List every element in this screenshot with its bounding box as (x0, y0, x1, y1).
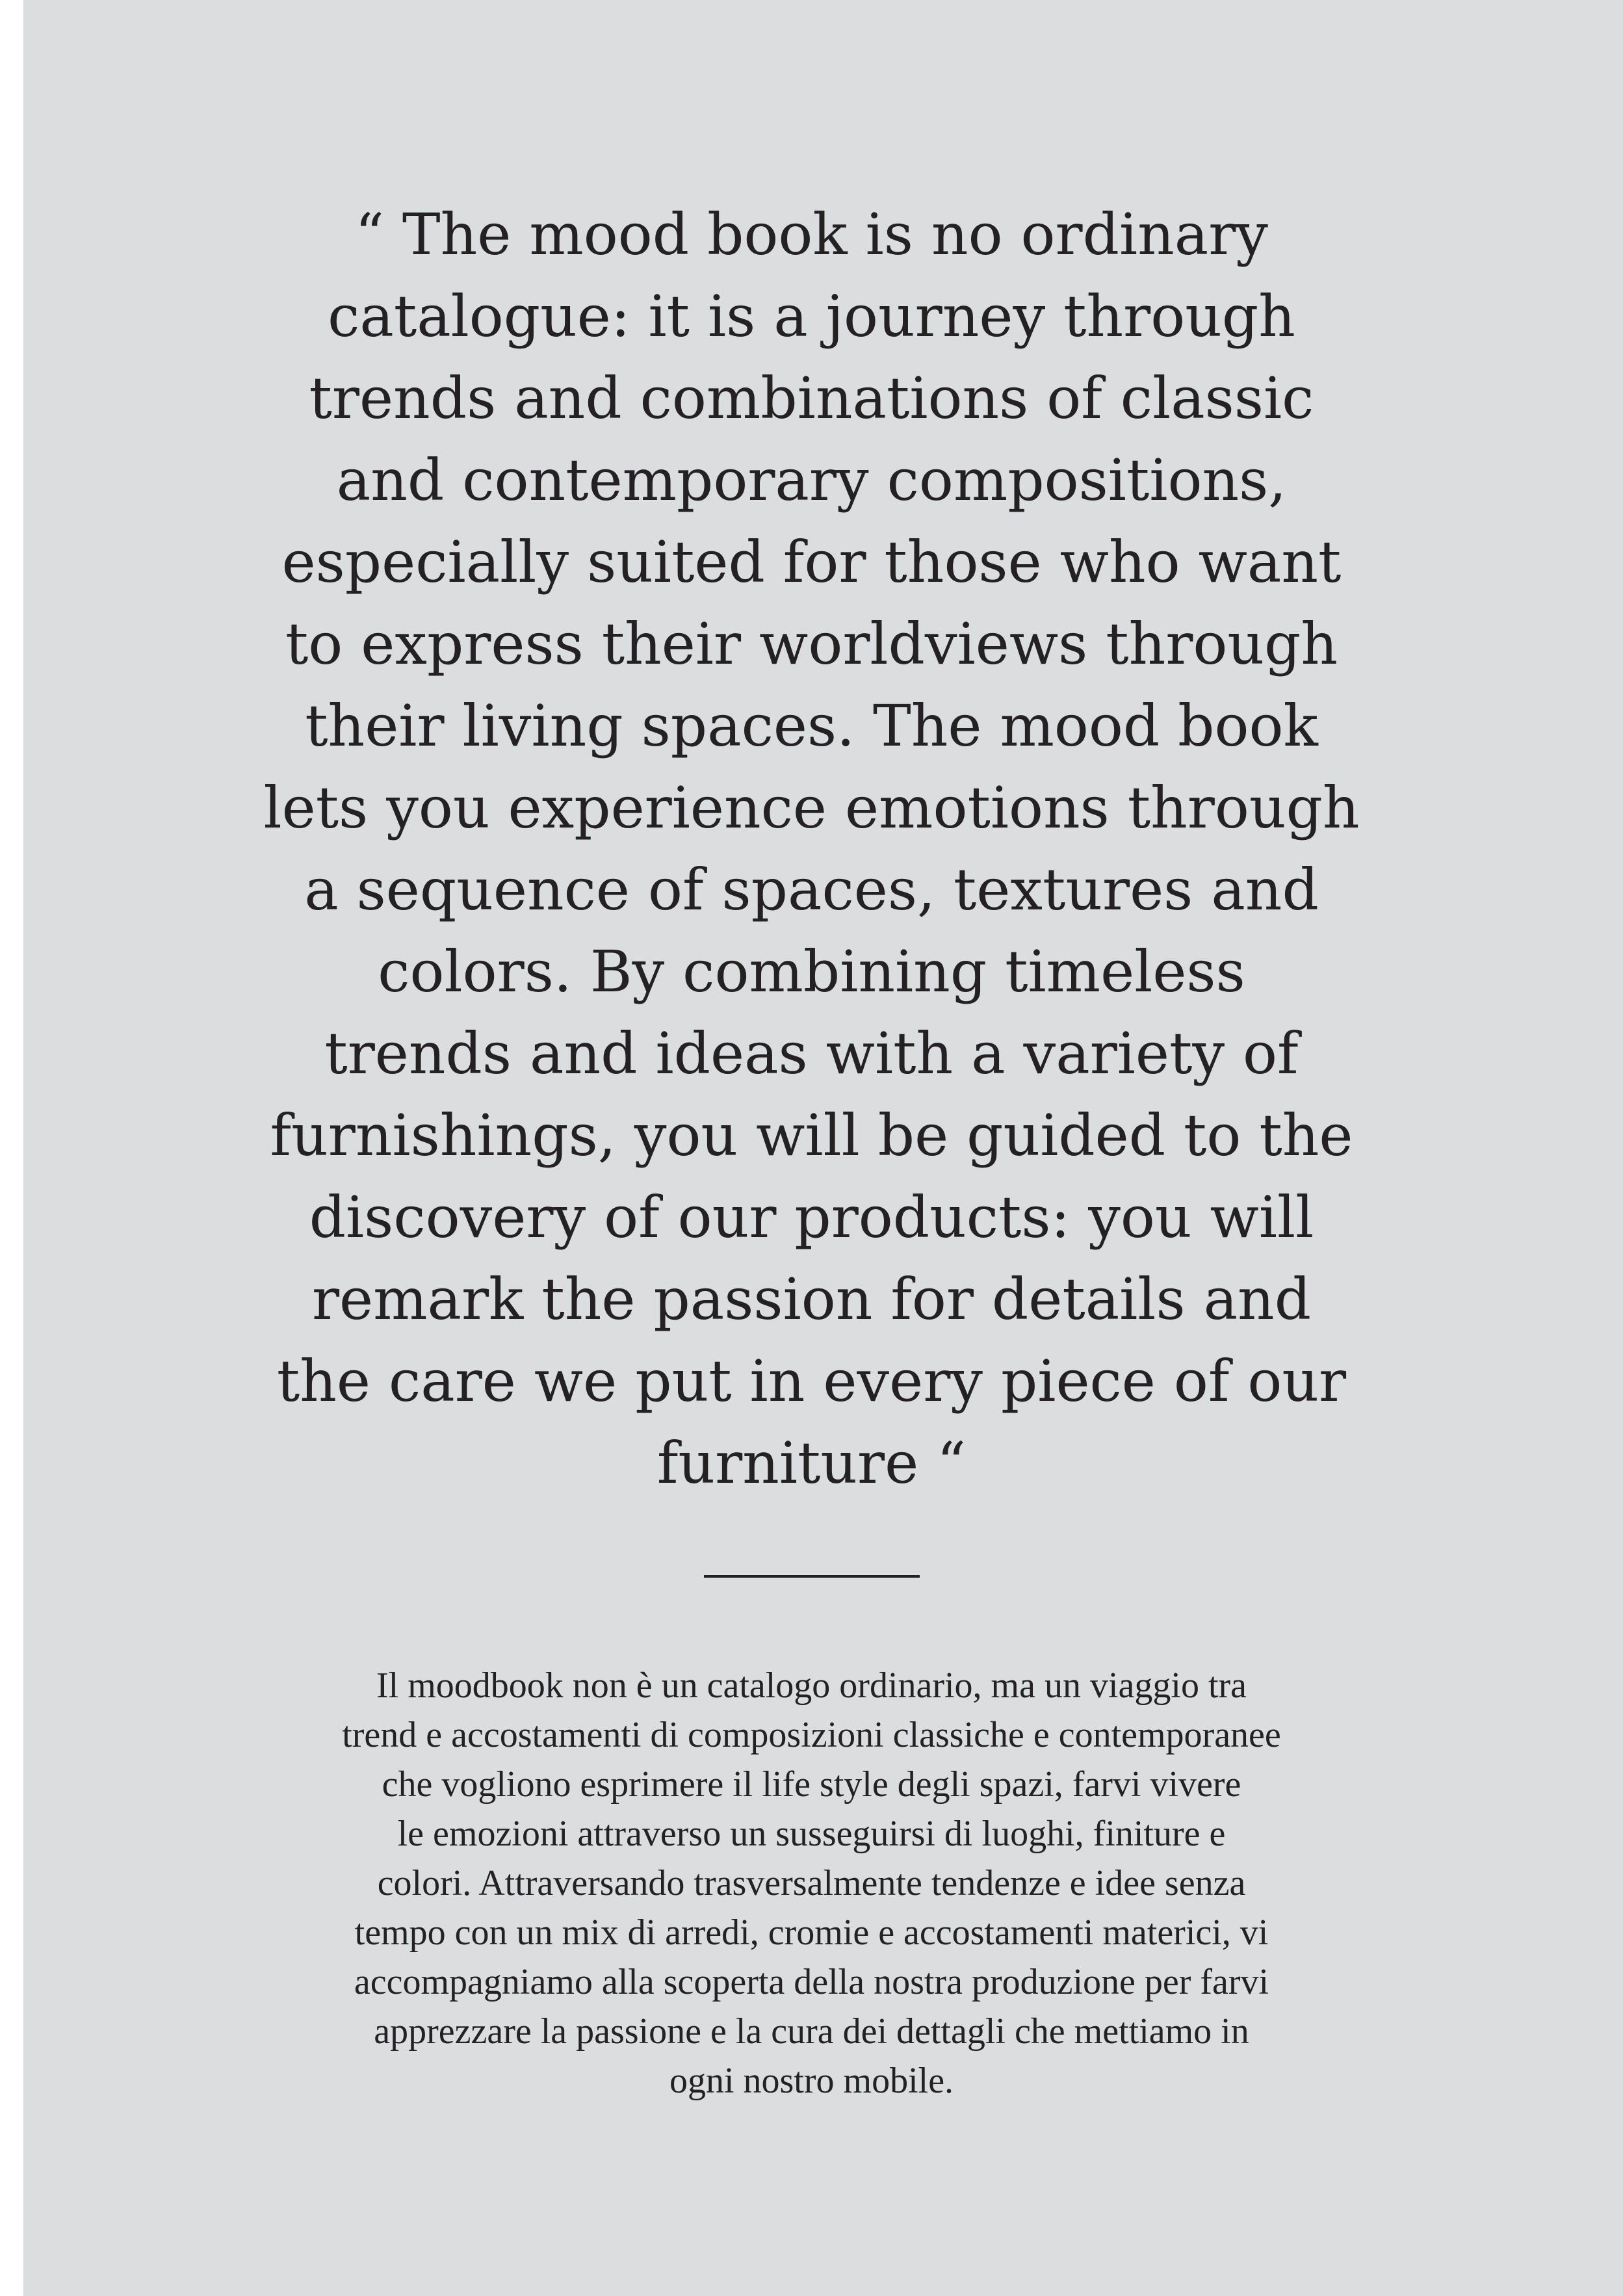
quote-line: trends and ideas with a variety of (324, 1020, 1299, 1087)
italian-line: Il moodbook non è un catalogo ordinario, ma un viaggio tra (376, 1665, 1247, 1706)
quote-line: furnishings, you will be guided to the (270, 1102, 1353, 1169)
quote-line: colors. By combining timeless (378, 938, 1245, 1005)
quote-line: their living spaces. The mood book (305, 692, 1318, 759)
quote-line: remark the passion for details and (311, 1266, 1312, 1333)
italian-line: accompagniamo alla scoperta della nostra produzione per farvi (354, 1962, 1269, 2002)
quote-line: a sequence of spaces, textures and (304, 856, 1319, 923)
italian-description (0, 1661, 1623, 2106)
italian-line: colori. Attraversando trasversalmente tendenze e idee senza (377, 1863, 1246, 1903)
quote-line: the care we put in every piece of our (276, 1348, 1347, 1415)
italian-line: trend e accostamenti di composizioni classiche e contemporanee (342, 1715, 1281, 1755)
quote-line: to express their worldviews through (285, 610, 1338, 677)
quote-line: discovery of our products: you will (309, 1184, 1314, 1251)
quote-line: furniture “ (656, 1429, 967, 1496)
italian-line: apprezzare la passione e la cura dei dettagli che mettiamo in (374, 2011, 1249, 2052)
italian-line: le emozioni attraverso un susseguirsi di luoghi, finiture e (397, 1814, 1226, 1854)
quote-line: catalogue: it is a journey through (328, 283, 1295, 350)
quote-line: trends and combinations of classic (309, 365, 1314, 432)
italian-line: ogni nostro mobile. (669, 2061, 954, 2101)
quote-line: lets you experience emotions through (263, 774, 1360, 841)
english-quote (0, 194, 1623, 1504)
quote-line: and contemporary compositions, (336, 447, 1287, 514)
quote-line: especially suited for those who want (281, 528, 1342, 595)
italian-line: che vogliono esprimere il life style degli spazi, farvi vivere (382, 1764, 1241, 1805)
section-divider (704, 1575, 920, 1578)
italian-line: tempo con un mix di arredi, cromie e accostamenti materici, vi (354, 1912, 1269, 1953)
quote-line: “ The mood book is no ordinary (354, 201, 1269, 268)
